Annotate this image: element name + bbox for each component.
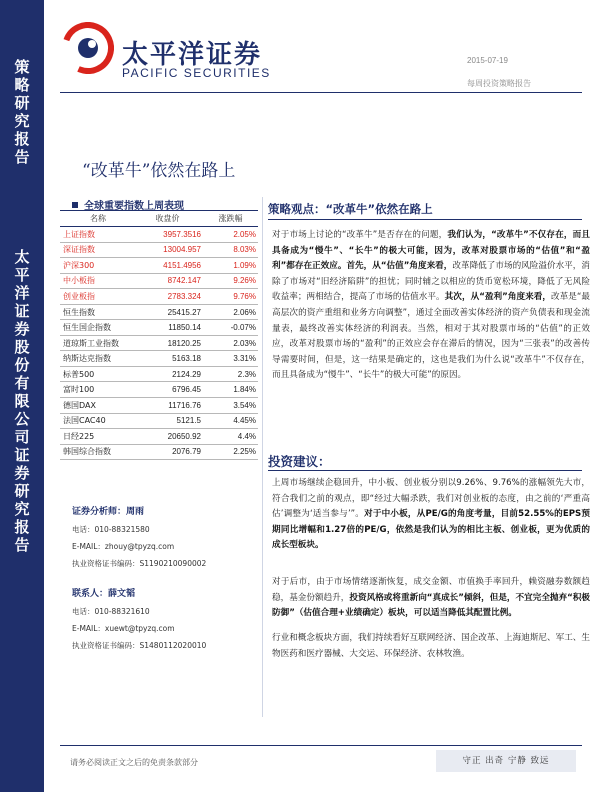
sidebar-char: 研	[14, 482, 30, 500]
index-change-cell: 1.84%	[233, 385, 256, 395]
table-row	[60, 351, 258, 367]
index-close-cell: 11716.76	[168, 400, 201, 410]
analyst-1-phone: 电话：010-88321580	[72, 525, 150, 534]
strategy-body-lead: 对于市场上讨论的“改革牛”是否存在的问题，	[272, 230, 448, 240]
column-divider	[262, 197, 263, 717]
sidebar-char: 平	[14, 266, 30, 284]
sidebar-char: 司	[14, 428, 30, 446]
table-row	[60, 258, 258, 274]
index-change-cell: 3.31%	[233, 354, 256, 364]
index-change-cell: 1.09%	[233, 260, 256, 270]
footer-disclaimer: 请务必阅读正文之后的免责条款部分	[70, 758, 198, 767]
index-close-cell: 5121.5	[176, 416, 201, 426]
header-divider	[60, 92, 582, 93]
table-row	[60, 414, 258, 430]
index-name-cell: 韩国综合指数	[63, 447, 111, 457]
sidebar-char: 究	[14, 500, 30, 518]
sidebar-char: 太	[14, 248, 30, 266]
table-row	[60, 274, 258, 290]
index-close-cell: 3957.3516	[163, 229, 201, 239]
sidebar-char: 报	[14, 518, 30, 536]
index-table-title-text: 全球重要指数上周表现	[84, 201, 184, 212]
index-change-cell: 2.03%	[233, 338, 256, 348]
table-row	[60, 429, 258, 445]
index-name-cell: 深证指数	[63, 245, 95, 255]
sidebar-char: 洋	[14, 284, 30, 302]
table-row	[60, 445, 258, 461]
sidebar-char: 证	[14, 446, 30, 464]
advice-p2-lead: 对于后市，由于市场情绪逐渐恢复，成交金额、市值换手率回升，赖资融券数额趋稳，基金份额趋升，	[272, 577, 590, 603]
index-close-cell: 18120.25	[167, 338, 201, 348]
index-name-cell: 德国DAX	[63, 400, 96, 410]
sidebar-char: 研	[14, 94, 30, 112]
table-row	[60, 243, 258, 259]
sidebar-char: 股	[14, 338, 30, 356]
sidebar-company-label	[0, 250, 44, 556]
index-table-body	[60, 227, 258, 460]
analyst-2-header	[72, 586, 262, 603]
analyst-2-cert: 执业资格证书编码：S1480112020010	[72, 641, 207, 650]
index-change-cell: 8.03%	[233, 245, 256, 255]
sidebar-char: 略	[14, 76, 30, 94]
index-name-cell: 中小板指	[63, 276, 95, 286]
col-header-close: 收盘价	[155, 214, 180, 223]
sidebar-char: 份	[14, 356, 30, 374]
sidebar-char: 券	[14, 320, 30, 338]
analyst-2-email: E-MAIL：xuewt@tpyzq.com	[72, 624, 175, 633]
analyst-contacts	[72, 504, 262, 654]
sidebar-char: 证	[14, 302, 30, 320]
index-close-cell: 11850.14	[168, 323, 201, 333]
table-row	[60, 320, 258, 336]
index-name-cell: 道琼斯工业指数	[63, 338, 119, 348]
sidebar-char: 究	[14, 112, 30, 130]
index-change-cell: 2.3%	[237, 369, 256, 379]
pacific-securities-logo-icon	[62, 22, 114, 74]
table-row	[60, 227, 258, 243]
index-close-cell: 6796.45	[172, 385, 201, 395]
index-change-cell: 2.06%	[233, 307, 256, 317]
table-row	[60, 367, 258, 383]
index-close-cell: 25415.27	[167, 307, 201, 317]
square-bullet-icon	[72, 202, 78, 208]
advice-p1-lead: 上周市场继续企稳回升，中小板、创业板分别以9.26%、9.76%的涨幅领先大市，符合我们之前的观点，即“经过大幅杀跌，我们对创业板的态度，由之前的‘严重高估’调整为‘适当参与’”。	[272, 478, 590, 520]
analyst-2-phone: 电话：010-88321610	[72, 607, 150, 616]
report-date: 2015-07-19	[467, 56, 508, 65]
sidebar-char: 公	[14, 410, 30, 428]
strategy-body-bold-1: 我们认为，“改革牛”不仅存在，而且具备成为“慢牛”、“长牛”的极大可能，因为，改革对股票市场的“估值”和“盈利”都存在正效应。首先，从“估值”角度来看，	[272, 230, 591, 272]
table-row	[60, 398, 258, 414]
advice-paragraph-1	[272, 476, 590, 554]
strategy-heading-underline	[268, 219, 582, 220]
index-name-cell: 恒生国企指数	[63, 323, 111, 333]
strategy-view-body	[272, 228, 590, 384]
analyst-1-role: 证券分析师：	[72, 507, 127, 517]
index-close-cell: 5163.18	[172, 354, 201, 364]
strategy-body-mid: 改革降低了市场的风险溢价水平，消除了市场对“旧经济陷阱”的担忧；同时辅之以相应的货币宽松环境，降低了无风险收益率；两相结合，提高了市场的估值水平。	[272, 261, 590, 303]
index-name-cell: 恒生指数	[63, 307, 95, 317]
sidebar-char: 券	[14, 464, 30, 482]
col-header-name: 名称	[90, 214, 106, 223]
logo-chinese-name: 太平洋证券	[122, 40, 263, 70]
footer-divider	[60, 745, 582, 746]
analyst-1-header	[72, 504, 262, 521]
index-change-cell: 2.25%	[233, 447, 256, 457]
sidebar-char: 告	[14, 148, 30, 166]
sidebar-char: 告	[14, 536, 30, 554]
footer-slogan: 守正 出奇 宁静 致远	[436, 750, 576, 772]
analyst-1-email: E-MAIL：zhouy@tpyzq.com	[72, 542, 175, 551]
analyst-1-name: 周雨	[126, 507, 145, 517]
index-change-cell: -0.07%	[230, 323, 256, 333]
index-name-cell: 沪深300	[63, 260, 95, 270]
index-name-cell: 富时100	[63, 385, 95, 395]
analyst-2-role: 联系人：	[72, 589, 109, 599]
analyst-1-cert: 执业资格证书编码：S1190210090002	[72, 559, 207, 568]
report-title: “改革牛”依然在路上	[82, 161, 236, 181]
col-header-change: 涨跌幅	[218, 214, 243, 223]
index-name-cell: 纳斯达克指数	[63, 354, 111, 364]
advice-paragraph-2	[272, 575, 590, 622]
index-close-cell: 2783.324	[167, 291, 201, 301]
investment-advice-heading: 投资建议：	[268, 454, 331, 469]
index-change-cell: 3.54%	[233, 400, 256, 410]
advice-heading-underline	[268, 470, 582, 471]
index-name-cell: 上证指数	[63, 229, 95, 239]
sidebar-char: 限	[14, 392, 30, 410]
table-row	[60, 382, 258, 398]
index-name-cell: 日经225	[63, 431, 95, 441]
index-close-cell: 2076.79	[172, 447, 201, 457]
index-change-cell: 9.26%	[233, 276, 256, 286]
advice-paragraph-3: 行业和概念板块方面，我们持续看好互联网经济、国企改革、上海迪斯尼、军工、生物医药和医疗器械、大交运、环保经济、农林牧渔。	[272, 633, 590, 659]
index-name-cell: 创业板指	[63, 291, 95, 301]
sidebar-report-category	[0, 60, 44, 168]
advice-p1-bold: 对于中小板，从PE/G的角度考量，目前52.55%的EPS预期同比增幅和1.27倍的PE/G，依然是我们认为的相比主板、创业板，更为优质的成长型板块。	[272, 509, 590, 551]
index-close-cell: 4151.4956	[163, 260, 201, 270]
report-type: 每周投资策略报告	[467, 79, 531, 88]
table-row	[60, 289, 258, 305]
index-name-cell: 法国CAC40	[63, 416, 106, 426]
index-change-cell: 9.76%	[233, 291, 256, 301]
index-close-cell: 20650.92	[167, 431, 201, 441]
index-close-cell: 2124.29	[172, 369, 201, 379]
strategy-view-heading: 策略观点：“改革牛”依然在路上	[268, 202, 433, 216]
index-change-cell: 4.4%	[237, 431, 256, 441]
analyst-2-name: 薛文韬	[108, 589, 136, 599]
table-row	[60, 336, 258, 352]
index-change-cell: 2.05%	[233, 229, 256, 239]
strategy-body-tail: 改革是“最高层次的资产重组和业务方向调整”，通过全面改善实体经济的资产负债表和现金流量表，最终改善实体经济的利润表。当然，相对于其对股票市场的“估值”的正效应，改革对股票市场的“盈利”的正效应会存在滞后的情况，因为“三张表”的改善传导需要时间，但是，这一结果是确定的，这也是我们为什么说“改革牛”不仅存在，而且具备成为“慢牛”、“长牛”的极大可能”的原因。	[272, 292, 591, 381]
table-row	[60, 305, 258, 321]
index-table	[60, 210, 258, 460]
logo-english-name: PACIFIC SECURITIES	[122, 66, 271, 80]
index-table-header	[60, 210, 258, 227]
advice-p2-bold: 投资风格或将重新向“真成长”倾斜，但是，不宜完全抛弃“积极防御”（估值合理+业绩确定）板块，可以适当降低其配置比例。	[272, 592, 590, 619]
sidebar-char: 有	[14, 374, 30, 392]
index-change-cell: 4.45%	[233, 416, 256, 426]
index-name-cell: 标普500	[63, 369, 95, 379]
strategy-body-bold-2: 其次，从“盈利”角度来看，	[444, 292, 552, 303]
index-close-cell: 8742.147	[167, 276, 201, 286]
index-close-cell: 13004.957	[163, 245, 201, 255]
sidebar-char: 报	[14, 130, 30, 148]
left-sidebar-band	[0, 0, 44, 792]
sidebar-char: 策	[14, 58, 30, 76]
